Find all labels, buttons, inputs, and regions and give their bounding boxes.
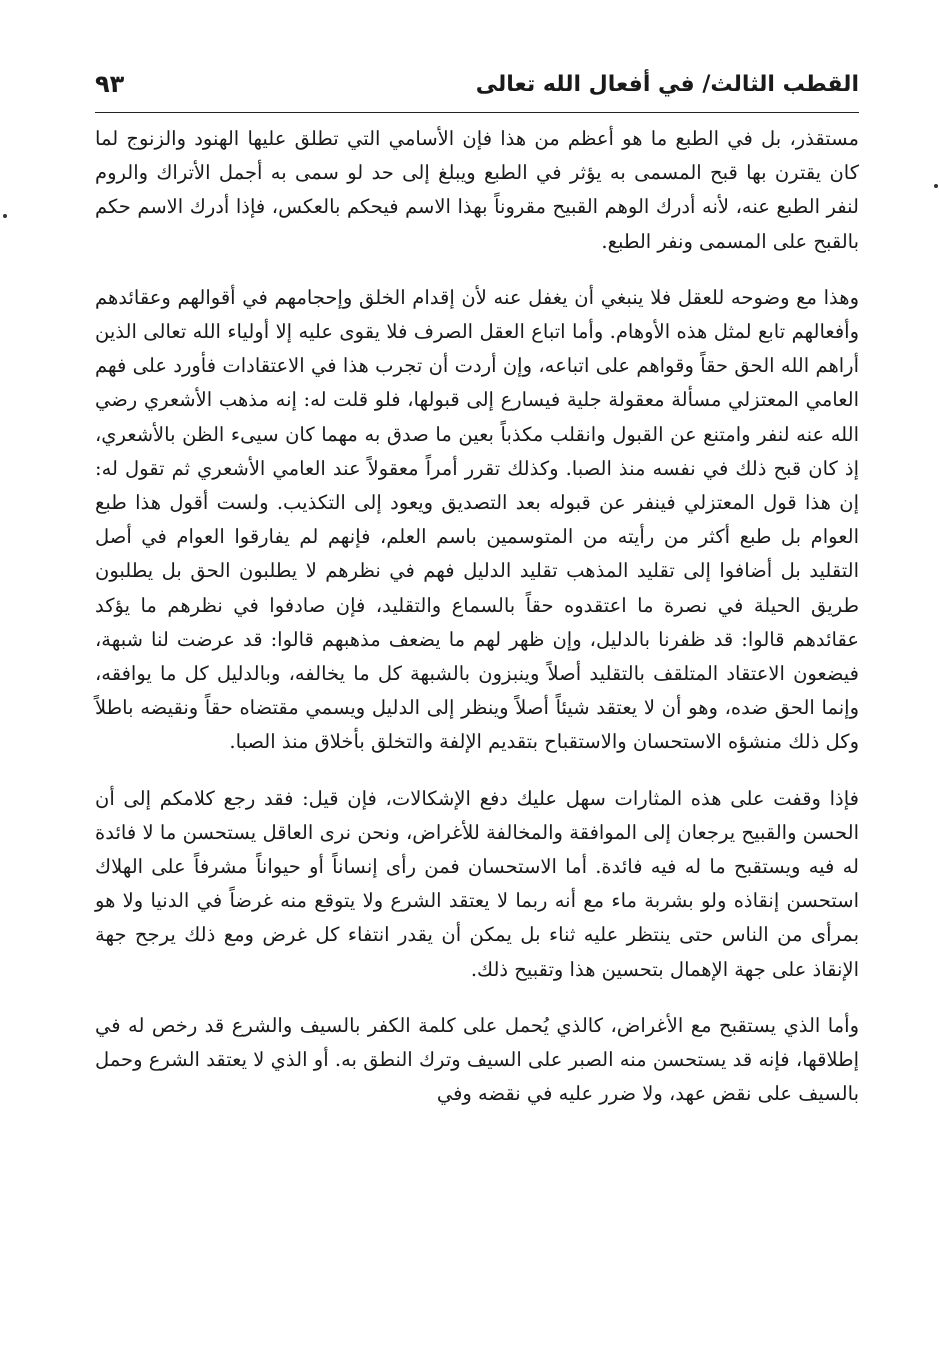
running-head: القطب الثالث/ في أفعال الله تعالى <box>475 72 859 97</box>
page-header <box>95 66 859 106</box>
margin-dot <box>934 184 938 188</box>
paragraph-2: وهذا مع وضوحه للعقل فلا ينبغي أن يغفل عنه لأن إقدام الخلق وإحجامهم في أقوالهم وعقائدهم وأفعالهم تابع لمثل هذه الأوهام. وأما اتباع العقل الصرف فلا يقوى عليه إلا أولياء الله تعالى الذين أراهم الله الحق حقاً وقواهم على اتباعه، وإن أردت أن تجرب هذا في الاعتقادات فأورد على فهم العامي المعتزلي مسألة معقولة جلية فيسارع إلى قبولها، فلو قلت له: إنه مذهب الأشعري رضي الله عنه لنفر وامتنع عن القبول وانقلب مكذباً بعين ما صدق به مهما كان سيىء الظن بالأشعري، إذ كان قبح ذلك في نفسه منذ الصبا. وكذلك تقرر أمراً معقولاً عند العامي الأشعري ثم تقول له: إن هذا قول المعتزلي فينفر عن قبوله بعد التصديق ويعود إلى التكذيب. ولست أقول هذا طبع العوام بل طبع أكثر من رأيته من المتوسمين باسم العلم، فإنهم لم يفارقوا العوام في أصل التقليد بل أضافوا إلى تقليد المذهب تقليد الدليل فهم في نظرهم لا يطلبون الحق بل يطلبون طريق الحيلة في نصرة ما اعتقدوه حقاً بالسماع والتقليد، فإن صادفوا في نظرهم ما يؤكد عقائدهم قالوا: قد ظفرنا بالدليل، وإن ظهر لهم ما يضعف مذهبهم قالوا: قد عرضت لنا شبهة، فيضعون الاعتقاد المتلقف بالتقليد أصلاً وينبزون بالشبهة كل ما يخالفه، وبالدليل كل ما يوافقه، وإنما الحق ضده، وهو أن لا يعتقد شيئاً أصلاً وينظر إلى الدليل ويسمي مقتضاه حقاً ونقيضه باطلاً وكل ذلك منشؤه الاستحسان والاستقباح بتقديم الإلفة والتخلق بأخلاق منذ الصبا. <box>95 285 859 754</box>
header-rule <box>95 112 859 113</box>
page-number: ٩٣ <box>95 70 125 98</box>
paragraph-1: مستقذر، بل في الطبع ما هو أعظم من هذا فإن الأسامي التي تطلق عليها الهنود والزنوج لما كان يقترن بها قبح المسمى به يؤثر في الطبع ويبلغ إلى حد لو سمى به أجمل الأتراك والروم لنفر الطبع عنه، لأنه أدرك الوهم القبيح مقروناً بهذا الاسم فيحكم بالعكس، فإذا أدرك الاسم حكم بالقبح على المسمى ونفر الطبع. <box>95 127 859 253</box>
body-text <box>95 122 859 1133</box>
paragraph-4: وأما الذي يستقبح مع الأغراض، كالذي يُحمل على كلمة الكفر بالسيف والشرع قد رخص له في إطلاقها، فإنه قد يستحسن منه الصبر على السيف وترك النطق به. أو الذي لا يعتقد الشرع وحمل بالسيف على نقض عهد، ولا ضرر عليه في نقضه وفي <box>95 1013 859 1106</box>
margin-dot <box>3 214 7 218</box>
paragraph-3: فإذا وقفت على هذه المثارات سهل عليك دفع الإشكالات، فإن قيل: فقد رجع كلامكم إلى أن الحسن والقبيح يرجعان إلى الموافقة والمخالفة للأغراض، ونحن نرى العاقل يستحسن ما لا فائدة له فيه ويستقبح ما له فيه فائدة. أما الاستحسان فمن رأى إنساناً أو حيواناً مشرفاً على الهلاك استحسن إنقاذه ولو بشربة ماء مع أنه ربما لا يعتقد الشرع ولا يتوقع منه غرضاً في الدنيا ولا هو بمرأى من الناس حتى ينتظر عليه ثناء بل يمكن أن يقدر انتفاء كل غرض ومع ذلك يرجح جهة الإنقاذ على جهة الإهمال بتحسين هذا وتقبيح ذلك. <box>95 786 859 981</box>
